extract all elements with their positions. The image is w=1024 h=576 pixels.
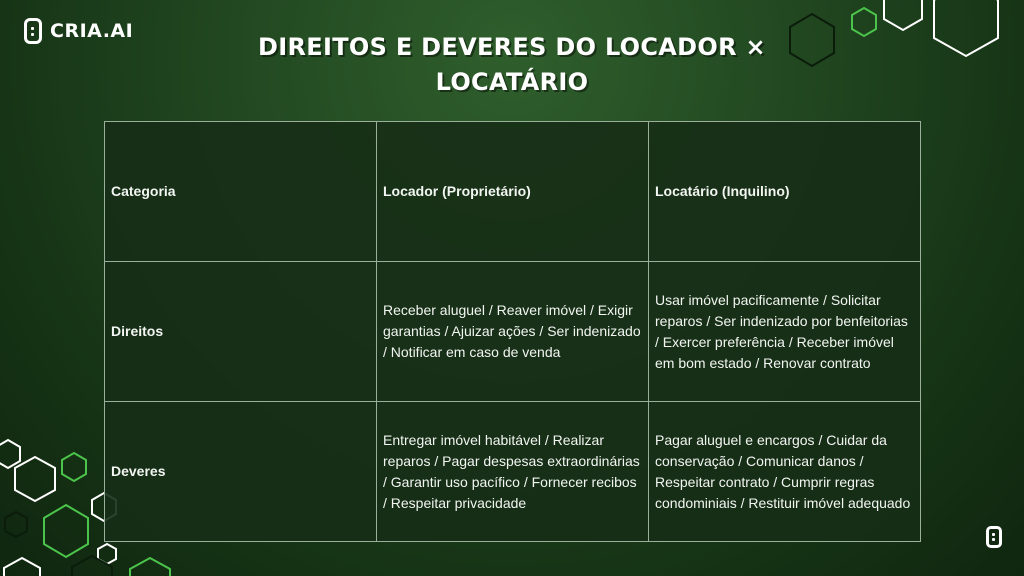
cria-logo-icon [986,526,1002,548]
hexagon-outline-icon [934,0,998,56]
table-header-cell: Locador (Proprietário) [377,122,649,262]
locador-cell: Entregar imóvel habitável / Realizar reparos / Pagar despesas extraordinárias / Garantir uso pacífico / Fornecer recibos / Respeitar privacidade [377,402,649,542]
locatario-cell: Pagar aluguel e encargos / Cuidar da conservação / Comunicar danos / Respeitar contrato / Cumprir regras condominiais / Restituir imóvel adequado [649,402,921,542]
hexagon-outline-icon [62,453,86,481]
locatario-cell: Usar imóvel pacificamente / Solicitar reparos / Ser indenizado por benfeitorias / Exercer preferência / Receber imóvel em bom estado / Renovar contrato [649,262,921,402]
hexagon-outline-icon [98,544,116,564]
hexagon-outline-icon [852,8,876,36]
brand-logo [24,18,133,44]
table-header-cell: Locatário (Inquilino) [649,122,921,262]
hexagon-outline-icon [884,0,922,30]
row-category: Direitos [105,262,377,402]
row-category: Deveres [105,402,377,542]
hexagon-outline-icon [44,505,88,557]
hexagon-outline-icon [130,558,170,576]
hexagon-outline-icon [4,558,40,576]
table-row [105,402,921,542]
brand-name: CRIA.AI [50,20,134,42]
locador-cell: Receber aluguel / Reaver imóvel / Exigir garantias / Ajuizar ações / Ser indenizado / Notificar em caso de venda [377,262,649,402]
hexagon-outline-icon [0,440,20,468]
hexagon-outline-icon [72,556,112,576]
cria-logo-icon [24,18,42,44]
rights-duties-table [104,121,921,542]
page-title: DIREITOS E DEVERES DO LOCADOR × LOCATÁRIO [258,33,766,96]
table-row [105,262,921,402]
table-header-cell: Categoria [105,122,377,262]
hexagon-outline-icon [5,512,27,537]
hexagon-outline-icon [15,457,55,501]
table-header-row [105,122,921,262]
